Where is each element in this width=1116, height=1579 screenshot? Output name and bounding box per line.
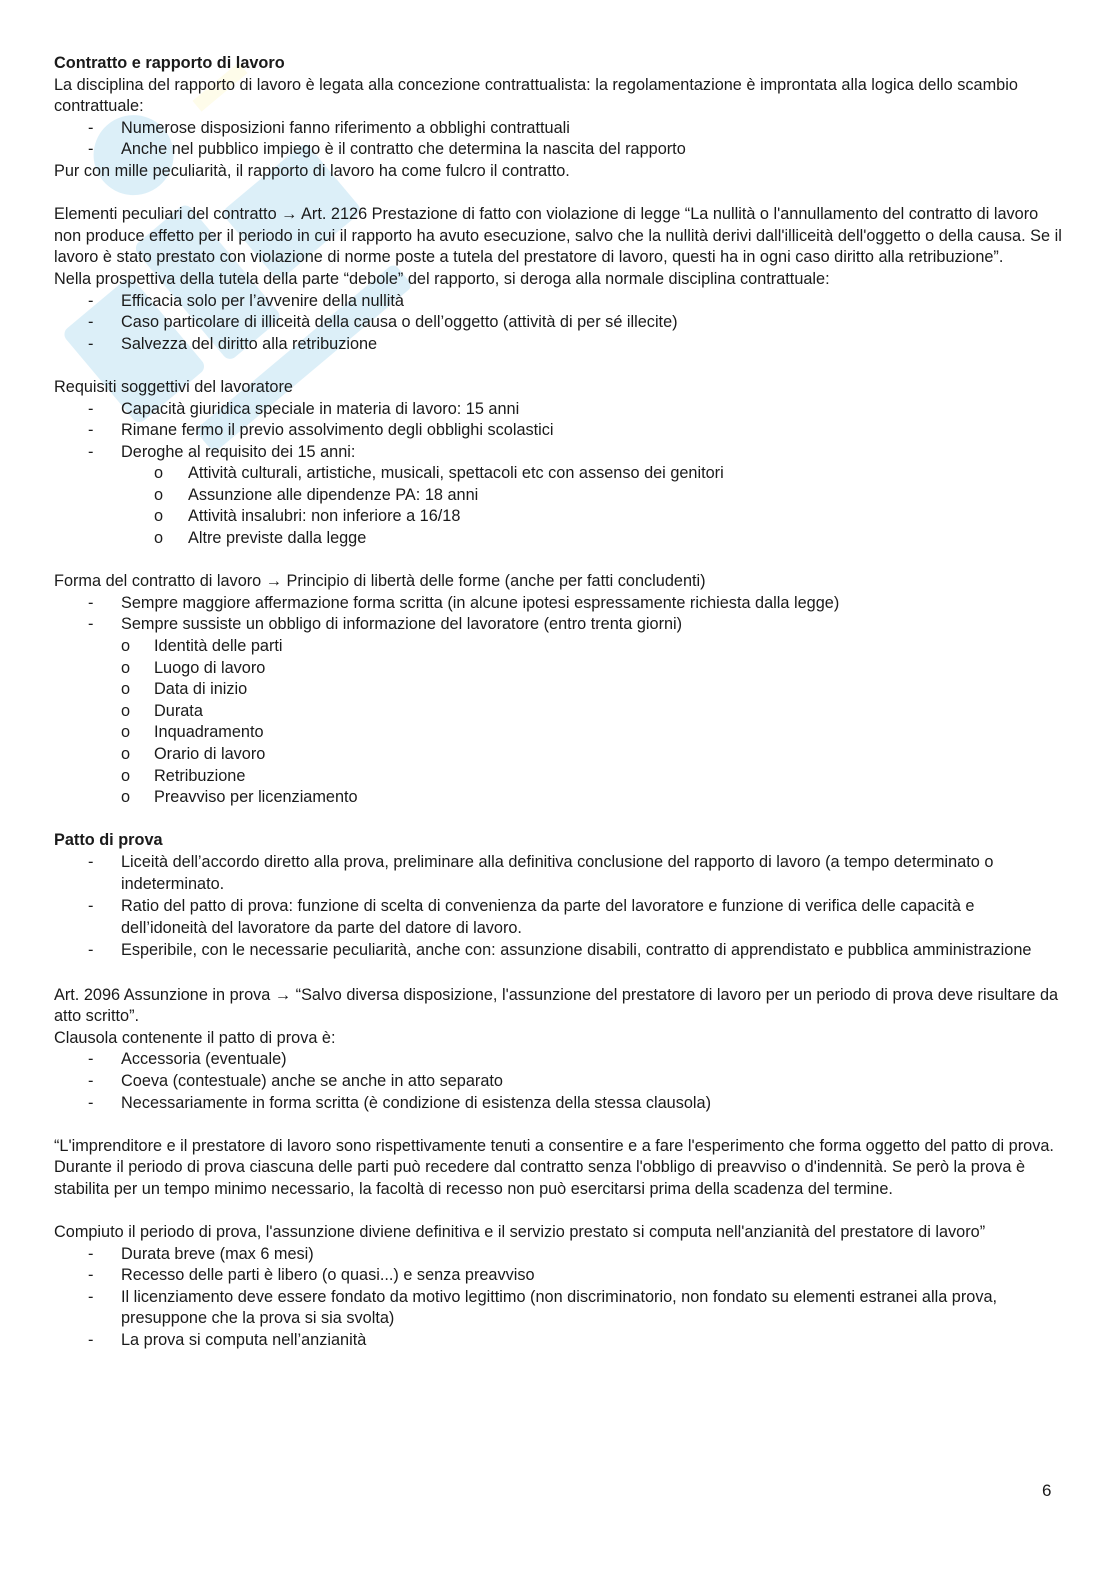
list-item: - Accessoria (eventuale) [54, 1049, 1064, 1071]
list-item: - Coeva (contestuale) anche se anche in atto separato [54, 1071, 1064, 1093]
sub-list-item: o Assunzione alle dipendenze PA: 18 anni [54, 485, 1064, 507]
bullet-list [54, 1049, 1064, 1114]
list-item: - Salvezza del diritto alla retribuzione [54, 334, 1064, 356]
sub-list-item: o Data di inizio [54, 679, 1064, 701]
list-item: - Il licenziamento deve essere fondato da motivo legittimo (non discriminatorio, non fondato su elementi estranei alla prova, presuppone che la prova si sia svolta) [54, 1287, 1064, 1330]
sub-list-item: o Attività insalubri: non inferiore a 16/18 [54, 506, 1064, 528]
list-item: - Anche nel pubblico impiego è il contratto che determina la nascita del rapporto [54, 139, 1064, 161]
list-item: - Caso particolare di illiceità della causa o dell’oggetto (attività di per sé illecite) [54, 312, 1064, 334]
paragraph: Clausola contenente il patto di prova è: [54, 1028, 336, 1047]
list-item: - Liceità dell’accordo diretto alla prova, preliminare alla definitiva conclusione del rapporto di lavoro (a tempo determinato o indeterminato. [54, 852, 1064, 895]
list-item: - Ratio del patto di prova: funzione di scelta di convenienza da parte del lavoratore e funzione di verifica delle capacità e dell’idoneità del lavoratore da parte del datore di lavoro. [54, 896, 1064, 939]
list-item: - Durata breve (max 6 mesi) [54, 1244, 1064, 1266]
sub-list-item: o Inquadramento [54, 722, 1064, 744]
list-item: - Necessariamente in forma scritta (è condizione di esistenza della stessa clausola) [54, 1093, 1064, 1115]
bullet-list [54, 852, 1064, 962]
section-heading-forma: Forma del contratto di lavoro → Principio di libertà delle forme (anche per fatti concludenti) [54, 572, 706, 591]
list-item: - Deroghe al requisito dei 15 anni: [54, 442, 1064, 464]
list-item: - Numerose disposizioni fanno riferimento a obblighi contrattuali [54, 118, 1064, 140]
paragraph: Elementi peculiari del contratto → Art. 2126 Prestazione di fatto con violazione di legge “La nullità o l'annullamento del contratto di lavoro non produce effetto per il periodo in cui il rapporto ha avuto esecuzione, salvo che la nullità derivi dall'illiceità dell'oggetto o della causa. Se il lavoro è stato prestato con violazione di norme poste a tutela del prestatore di lavoro, questi ha in ogni caso diritto alla retribuzione”. [54, 205, 1062, 267]
sub-list-item: o Preavviso per licenziamento [54, 787, 1064, 809]
bullet-list [54, 118, 1064, 161]
sub-list-item: o Attività culturali, artistiche, musicali, spettacoli etc con assenso dei genitori [54, 463, 1064, 485]
list-item: - La prova si computa nell’anzianità [54, 1330, 1064, 1352]
sub-list-item: o Orario di lavoro [54, 744, 1064, 766]
sub-list-item: o Retribuzione [54, 766, 1064, 788]
quote-paragraph: Compiuto il periodo di prova, l'assunzione diviene definitiva e il servizio prestato si computa nell'anzianità del prestatore di lavoro” [54, 1223, 986, 1242]
list-item: - Sempre maggiore affermazione forma scritta (in alcune ipotesi espressamente richiesta dalla legge) [54, 593, 1064, 615]
list-item: - Sempre sussiste un obbligo di informazione del lavoratore (entro trenta giorni) [54, 614, 1064, 636]
list-item: - Efficacia solo per l’avvenire della nullità [54, 291, 1064, 313]
bullet-list [54, 593, 1064, 636]
bullet-list [54, 291, 1064, 356]
page-number: 6 [1042, 1481, 1052, 1500]
quote-paragraph: “L'imprenditore e il prestatore di lavoro sono rispettivamente tenuti a consentire e a fare l'esperimento che forma oggetto del patto di prova. Durante il periodo di prova ciascuna delle parti può recedere dal contratto senza l'obbligo di preavviso o d'indennità. Se però la prova è stabilita per un tempo minimo necessario, la facoltà di recesso non può esercitarsi prima della scadenza del termine. [54, 1136, 1054, 1198]
bullet-list [54, 1244, 1064, 1352]
paragraph: Nella prospettiva della tutela della parte “debole” del rapporto, si deroga alla normale disciplina contrattuale: [54, 269, 830, 288]
paragraph: La disciplina del rapporto di lavoro è legata alla concezione contrattualista: la regolamentazione è improntata alla logica dello scambio contrattuale: [54, 75, 1018, 116]
list-item: - Capacità giuridica speciale in materia di lavoro: 15 anni [54, 399, 1064, 421]
sub-list-item: o Durata [54, 701, 1064, 723]
sub-bullet-list [54, 463, 1064, 549]
section-heading-requisiti: Requisiti soggettivi del lavoratore [54, 377, 293, 396]
sub-list-item: o Identità delle parti [54, 636, 1064, 658]
sub-list-item: o Luogo di lavoro [54, 658, 1064, 680]
section-heading-patto-di-prova: Patto di prova [54, 831, 163, 850]
bullet-list [54, 399, 1064, 464]
paragraph: Pur con mille peculiarità, il rapporto di lavoro ha come fulcro il contratto. [54, 161, 570, 180]
list-item: - Recesso delle parti è libero (o quasi...) e senza preavviso [54, 1265, 1064, 1287]
sub-list-item: o Altre previste dalla legge [54, 528, 1064, 550]
list-item: - Rimane fermo il previo assolvimento degli obblighi scolastici [54, 420, 1064, 442]
section-heading-contratto: Contratto e rapporto di lavoro [54, 54, 285, 72]
paragraph: Art. 2096 Assunzione in prova → “Salvo diversa disposizione, l'assunzione del prestatore di lavoro per un periodo di prova deve risultare da atto scritto”. [54, 985, 1059, 1026]
list-item: - Esperibile, con le necessarie peculiarità, anche con: assunzione disabili, contratto di apprendistato e pubblica amministrazione [54, 940, 1064, 962]
sub-bullet-list [54, 636, 1064, 809]
document-body [54, 53, 1064, 1352]
